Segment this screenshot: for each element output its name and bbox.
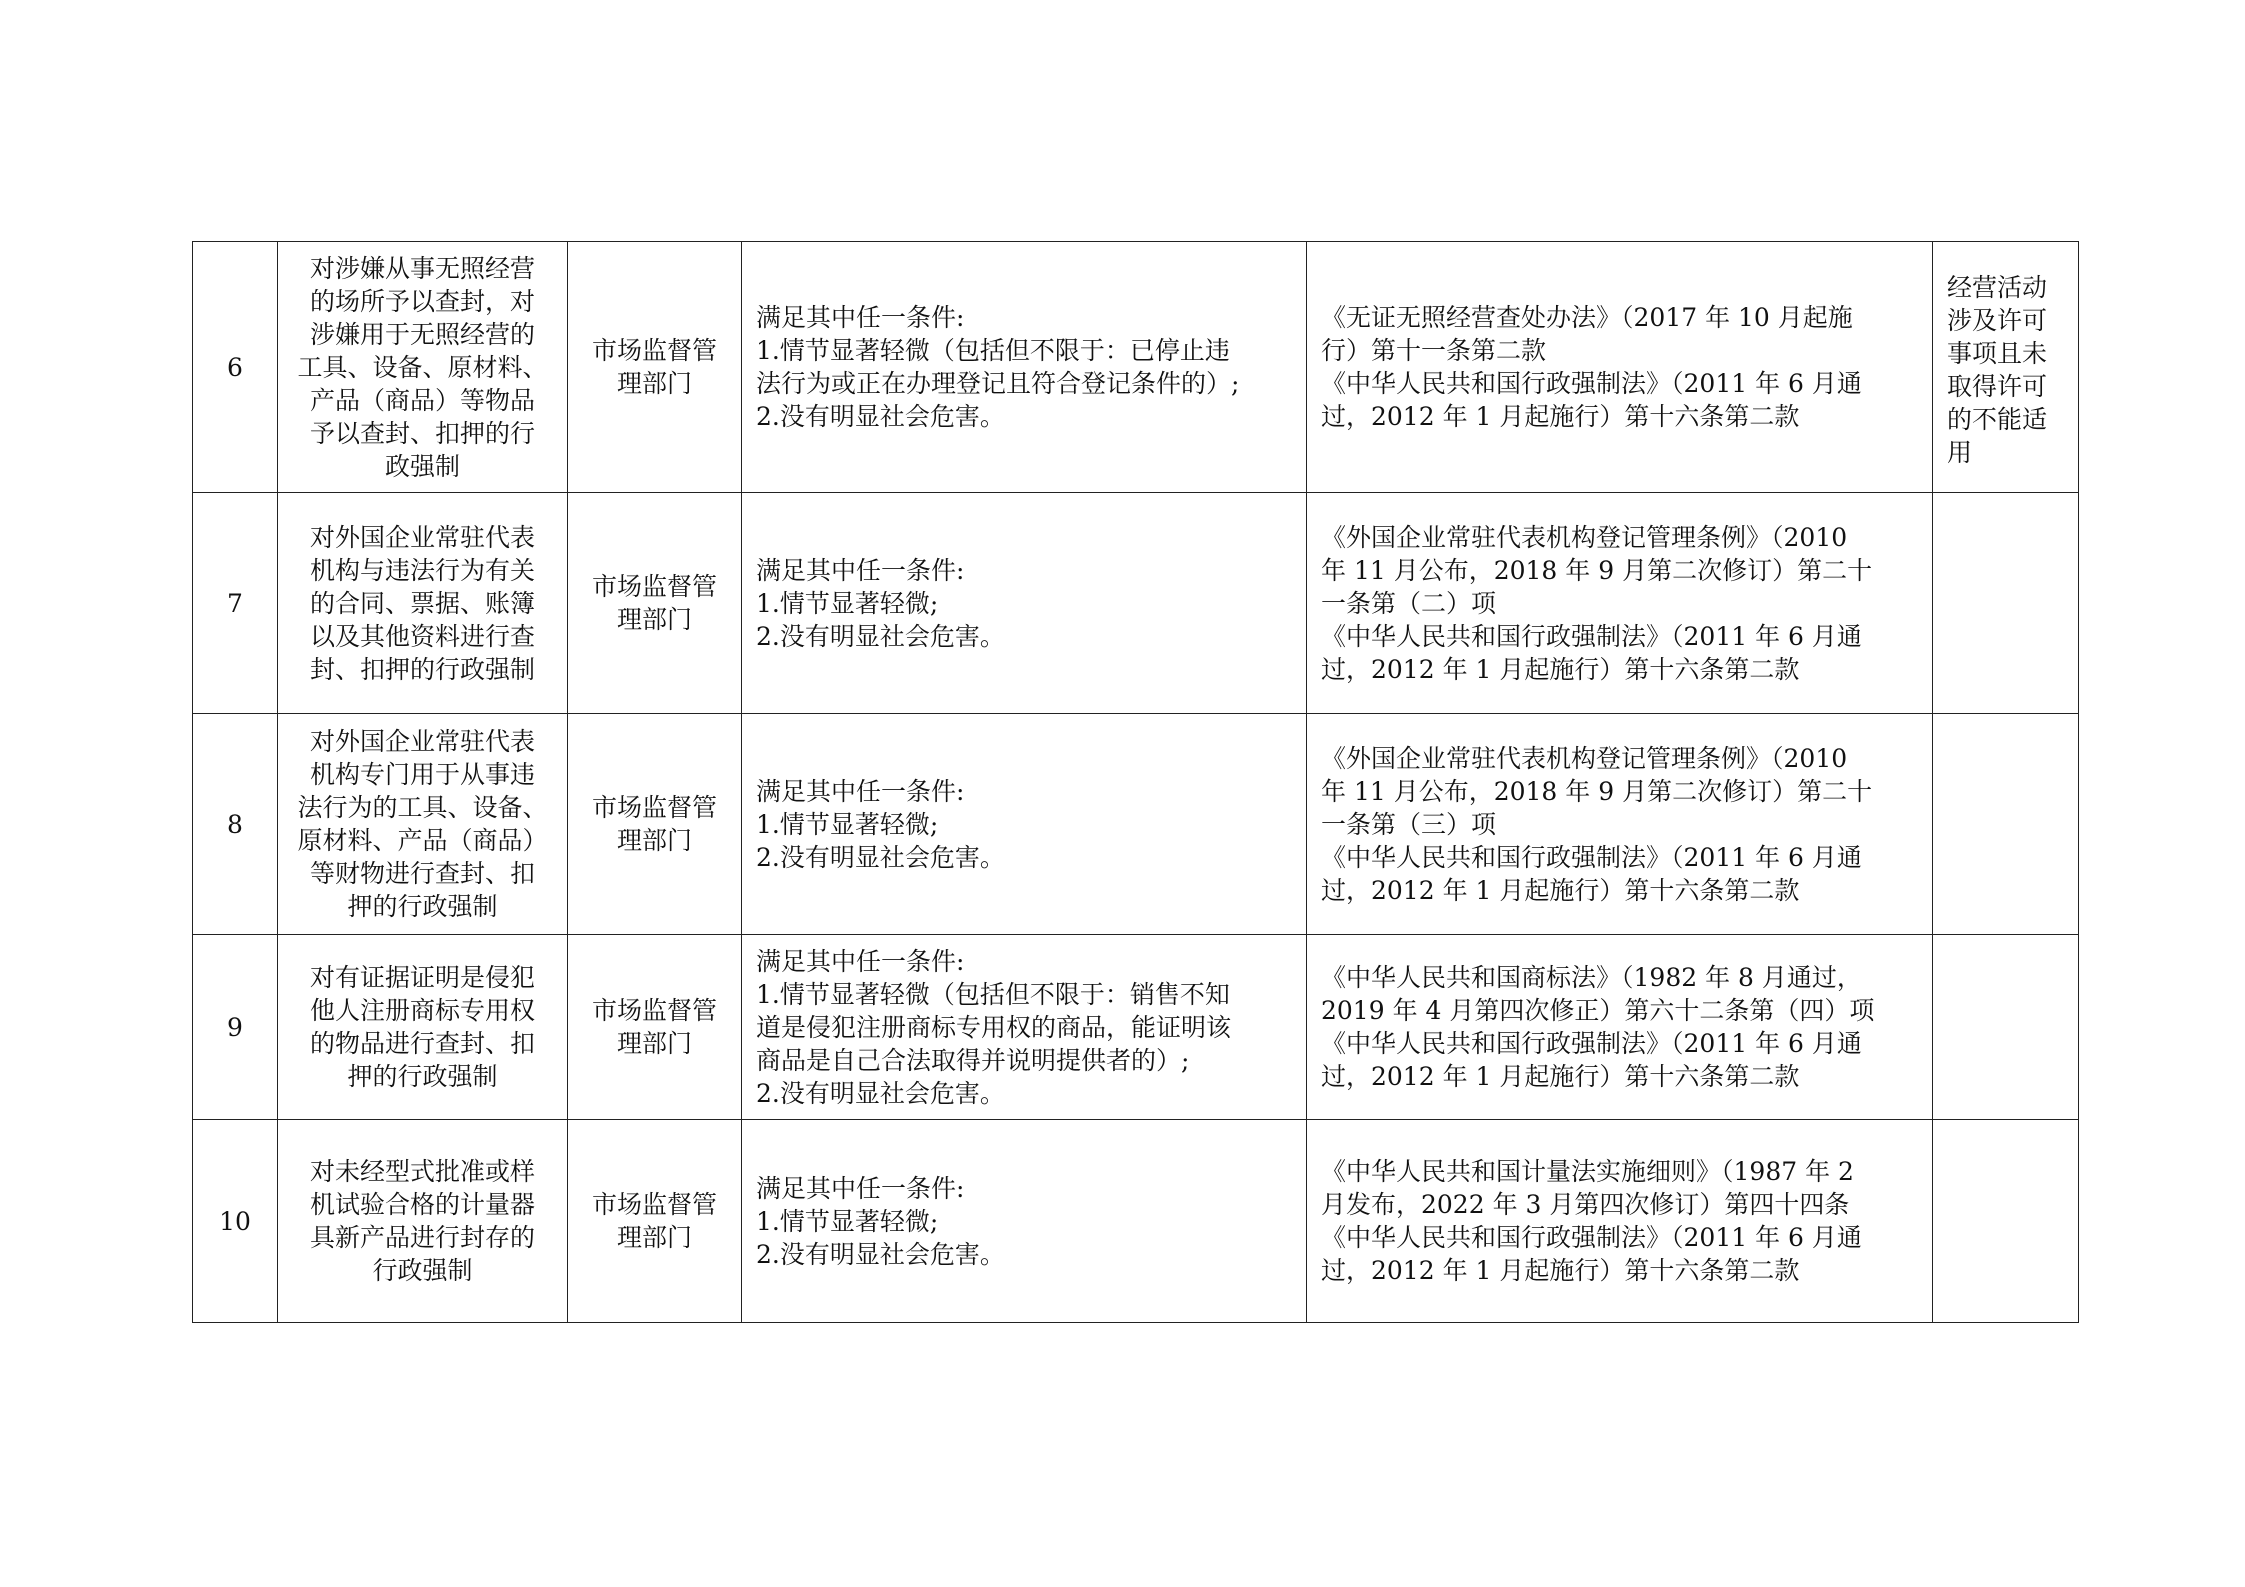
item-line: 的物品进行查封、扣 [309, 1029, 535, 1058]
item-line: 行政强制 [372, 1256, 473, 1285]
department-line: 市场监督管 [591, 996, 717, 1025]
condition-line: 2.没有明显社会危害。 [756, 842, 1005, 872]
item-line: 机构与违法行为有关 [309, 555, 535, 585]
legal-basis-line: 《中华人民共和国行政强制法》（2011 年 6 月通 [1321, 1223, 1862, 1252]
item-line: 政强制 [384, 451, 460, 481]
condition-line: 法行为或正在办理登记且符合登记条件的）; [756, 369, 1240, 398]
condition-line: 1.情节显著轻微; [756, 809, 939, 839]
legal-basis-line: 一条第（三）项 [1321, 809, 1497, 839]
legal-basis-line: 《中华人民共和国行政强制法》（2011 年 6 月通 [1321, 369, 1862, 398]
row-number-cell [193, 1120, 278, 1323]
legal-basis-line: 《无证无照经营查处办法》（2017 年 10 月起施 [1321, 303, 1853, 332]
legal-basis-line: 月发布，2022 年 3 月第四次修订）第四十四条 [1321, 1190, 1850, 1219]
row-number: 6 [227, 352, 243, 382]
note-line: 经营活动 [1947, 273, 2048, 302]
legal-basis-line: 《中华人民共和国行政强制法》（2011 年 6 月通 [1321, 842, 1862, 872]
row-number: 10 [219, 1206, 251, 1236]
legal-basis-line: 2019 年 4 月第四次修正）第六十二条第（四）项 [1321, 996, 1875, 1025]
item-line: 原材料、产品（商品） [297, 826, 548, 855]
department-line: 市场监督管 [591, 336, 717, 365]
item-cell [278, 242, 568, 493]
exemption-table [192, 241, 2079, 1323]
item-cell [278, 493, 568, 714]
condition-line: 满足其中任一条件: [756, 555, 965, 585]
condition-line: 满足其中任一条件: [756, 303, 965, 332]
department-line: 市场监督管 [591, 793, 717, 822]
department-line: 理部门 [616, 605, 692, 634]
row-number: 7 [227, 588, 243, 618]
condition-cell [742, 714, 1307, 935]
note-line: 事项且未 [1947, 339, 2048, 368]
legal-basis-line: 过，2012 年 1 月起施行）第十六条第二款 [1321, 875, 1800, 905]
legal-basis-line: 行）第十一条第二款 [1321, 336, 1547, 365]
legal-basis-cell [1307, 1120, 1933, 1323]
department-cell [568, 242, 742, 493]
condition-line: 2.没有明显社会危害。 [756, 1078, 1005, 1108]
department-line: 理部门 [616, 1029, 692, 1058]
item-line: 对有证据证明是侵犯 [309, 963, 535, 992]
note-cell [1933, 1120, 2079, 1323]
row-number-cell [193, 935, 278, 1120]
condition-line: 1.情节显著轻微; [756, 1206, 939, 1236]
legal-basis-line: 年 11 月公布，2018 年 9 月第二次修订）第二十 [1321, 776, 1873, 806]
condition-line: 满足其中任一条件: [756, 946, 965, 976]
legal-basis-line: 《中华人民共和国行政强制法》（2011 年 6 月通 [1321, 621, 1862, 651]
row-number: 9 [227, 1012, 243, 1042]
note-line: 取得许可 [1947, 372, 2048, 401]
condition-cell [742, 242, 1307, 493]
table-row [193, 935, 2079, 1120]
item-line: 对外国企业常驻代表 [309, 522, 535, 552]
item-line: 他人注册商标专用权 [309, 996, 535, 1025]
note-cell [1933, 493, 2079, 714]
row-number-cell [193, 493, 278, 714]
department-line: 理部门 [616, 369, 692, 398]
item-line: 封、扣押的行政强制 [309, 654, 535, 684]
department-cell [568, 935, 742, 1120]
condition-line: 1.情节显著轻微; [756, 588, 939, 618]
condition-cell [742, 935, 1307, 1120]
table-row [193, 493, 2079, 714]
condition-line: 道是侵犯注册商标专用权的商品，能证明该 [756, 1012, 1232, 1042]
legal-basis-line: 《外国企业常驻代表机构登记管理条例》（2010 [1321, 522, 1848, 552]
department-line: 理部门 [616, 1223, 692, 1252]
table-row [193, 1120, 2079, 1323]
item-cell [278, 1120, 568, 1323]
item-line: 机构专门用于从事违 [309, 760, 535, 789]
item-line: 对未经型式批准或样 [309, 1157, 535, 1186]
legal-basis-line: 过，2012 年 1 月起施行）第十六条第二款 [1321, 1256, 1800, 1285]
row-number: 8 [227, 809, 243, 839]
condition-line: 商品是自己合法取得并说明提供者的）; [756, 1045, 1190, 1075]
item-line: 具新产品进行封存的 [309, 1223, 535, 1252]
legal-basis-line: 《中华人民共和国商标法》（1982 年 8 月通过， [1321, 963, 1862, 992]
item-line: 法行为的工具、设备、 [297, 793, 548, 822]
item-line: 以及其他资料进行查 [309, 621, 535, 651]
condition-line: 1.情节显著轻微（包括但不限于：已停止违 [756, 336, 1230, 365]
legal-basis-line: 《外国企业常驻代表机构登记管理条例》（2010 [1321, 743, 1848, 773]
condition-cell [742, 493, 1307, 714]
department-line: 市场监督管 [591, 1190, 717, 1219]
legal-basis-line: 过，2012 年 1 月起施行）第十六条第二款 [1321, 402, 1800, 431]
department-line: 理部门 [616, 826, 692, 855]
item-cell [278, 714, 568, 935]
item-line: 的合同、票据、账簿 [309, 588, 535, 618]
item-line: 押的行政强制 [347, 892, 498, 921]
note-line: 涉及许可 [1947, 306, 2048, 335]
item-line: 押的行政强制 [347, 1062, 498, 1091]
note-cell [1933, 242, 2079, 493]
item-line: 涉嫌用于无照经营的 [309, 319, 535, 349]
item-line: 对涉嫌从事无照经营 [309, 253, 535, 283]
note-line: 用 [1947, 438, 1973, 467]
item-cell [278, 935, 568, 1120]
row-number-cell [193, 714, 278, 935]
item-line: 的场所予以查封，对 [309, 286, 535, 316]
item-line: 产品（商品）等物品 [309, 385, 535, 415]
condition-line: 1.情节显著轻微（包括但不限于：销售不知 [756, 979, 1230, 1009]
legal-basis-line: 年 11 月公布，2018 年 9 月第二次修订）第二十 [1321, 555, 1873, 585]
item-line: 予以查封、扣押的行 [309, 418, 535, 448]
item-line: 机试验合格的计量器 [309, 1190, 535, 1219]
note-cell [1933, 935, 2079, 1120]
legal-basis-line: 《中华人民共和国行政强制法》（2011 年 6 月通 [1321, 1029, 1862, 1058]
condition-line: 2.没有明显社会危害。 [756, 402, 1005, 431]
legal-basis-line: 《中华人民共和国计量法实施细则》（1987 年 2 [1321, 1157, 1854, 1186]
condition-line: 满足其中任一条件: [756, 1173, 965, 1203]
condition-line: 2.没有明显社会危害。 [756, 1239, 1005, 1269]
condition-line: 满足其中任一条件: [756, 776, 965, 806]
note-cell [1933, 714, 2079, 935]
condition-cell [742, 1120, 1307, 1323]
legal-basis-cell [1307, 935, 1933, 1120]
department-line: 市场监督管 [591, 572, 717, 601]
legal-basis-line: 过，2012 年 1 月起施行）第十六条第二款 [1321, 1062, 1800, 1091]
note-line: 的不能适 [1947, 405, 2048, 434]
item-line: 工具、设备、原材料、 [297, 352, 548, 382]
item-line: 等财物进行查封、扣 [309, 859, 535, 888]
table-row [193, 714, 2079, 935]
item-line: 对外国企业常驻代表 [309, 727, 535, 756]
legal-basis-cell [1307, 714, 1933, 935]
condition-line: 2.没有明显社会危害。 [756, 621, 1005, 651]
legal-basis-cell [1307, 493, 1933, 714]
table-row [193, 242, 2079, 493]
department-cell [568, 493, 742, 714]
legal-basis-cell [1307, 242, 1933, 493]
legal-basis-line: 过，2012 年 1 月起施行）第十六条第二款 [1321, 654, 1800, 684]
legal-basis-line: 一条第（二）项 [1321, 588, 1497, 618]
row-number-cell [193, 242, 278, 493]
department-cell [568, 1120, 742, 1323]
department-cell [568, 714, 742, 935]
